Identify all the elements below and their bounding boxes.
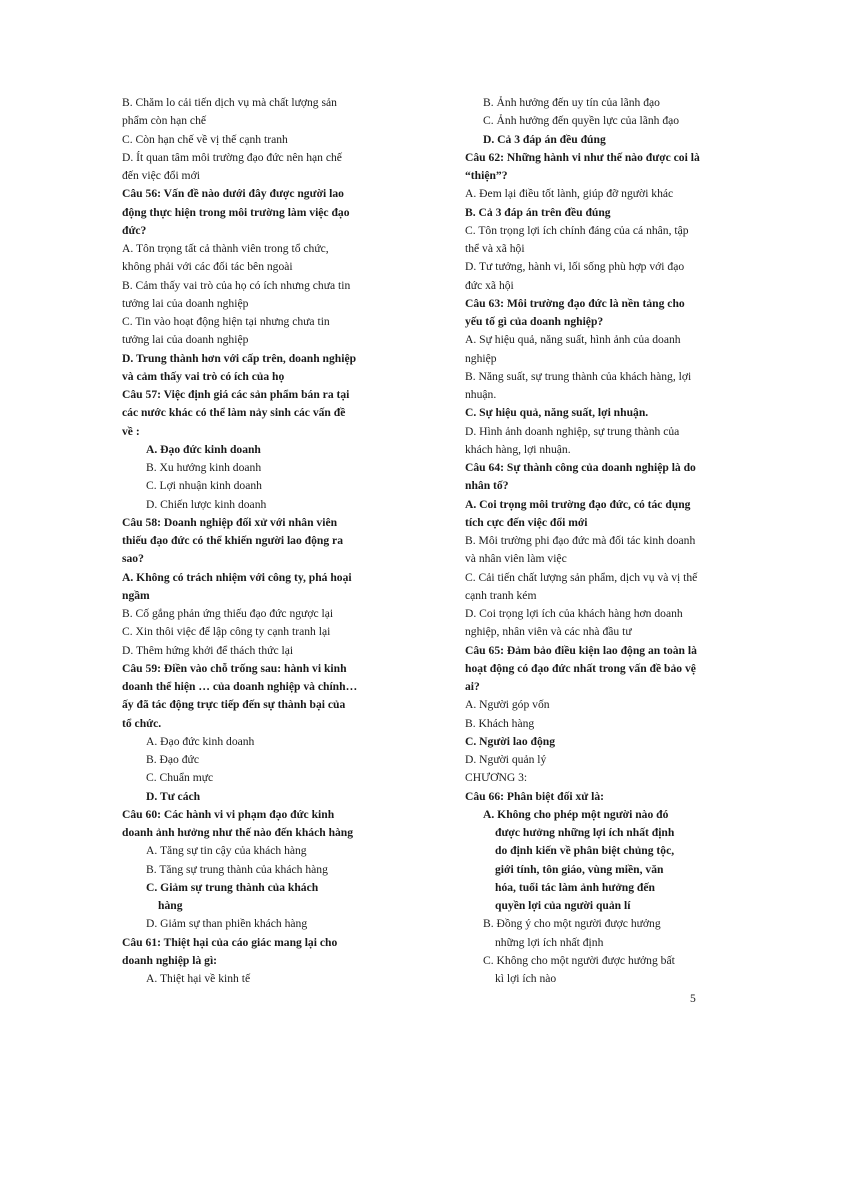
text-line: tưởng lai của doanh nghiệp [122, 333, 249, 347]
text-line: giới tính, tôn giáo, vùng miền, văn [495, 862, 664, 876]
text-line: A. Đạo đức kinh doanh [146, 734, 255, 748]
page-number: 5 [690, 992, 696, 1005]
text-line: CHƯƠNG 3: [465, 771, 528, 785]
text-line: B. Môi trường phi đạo đức mà đối tác kinh doanh [465, 534, 696, 547]
text-line: Câu 57: Việc định giá các sản phẩm bán ra tại [122, 388, 350, 401]
text-line: C. Không cho một người được hưởng bất [483, 953, 675, 967]
text-line: C. Ảnh hưởng đến quyền lực của lãnh đạo [483, 114, 680, 128]
text-line: nghiệp [465, 351, 497, 365]
text-line: C. Xin thôi việc để lập công ty cạnh tranh lại [122, 625, 331, 639]
text-line: A. Đạo đức kinh doanh [146, 442, 261, 456]
text-line: hàng [158, 899, 183, 912]
text-line: Câu 62: Những hành vi như thế nào được coi là [465, 150, 700, 164]
text-line: những lợi ích nhất định [495, 935, 604, 949]
text-line: ai? [465, 680, 480, 693]
left-column [122, 94, 384, 988]
text-line: Câu 61: Thiệt hại của cáo giác mang lại cho [122, 935, 338, 949]
text-line: động thực hiện trong môi trường làm việc đạo [122, 205, 350, 219]
text-line: B. Chăm lo cải tiến dịch vụ mà chất lượng sản [122, 96, 337, 109]
text-line: B. Đồng ý cho một người được hưởng [483, 917, 661, 931]
text-line: D. Chiến lược kinh doanh [146, 497, 267, 511]
text-line: phẩm còn hạn chế [122, 114, 207, 128]
text-line: thiếu đạo đức có thể khiến người lao động ra [122, 534, 344, 547]
text-line: C. Chuẩn mực [146, 771, 214, 785]
text-line: doanh nghiệp là gì: [122, 953, 218, 967]
text-line: C. Tôn trọng lợi ích chính đáng của cá nhân, tập [465, 223, 689, 237]
text-line: D. Người quản lý [465, 753, 547, 766]
text-line: D. Cả 3 đáp án đều đúng [483, 132, 606, 146]
text-line: do định kiến về phân biệt chủng tộc, [495, 844, 675, 858]
text-line: D. Coi trọng lợi ích của khách hàng hơn doanh [465, 607, 683, 620]
text-line: C. Sự hiệu quả, năng suất, lợi nhuận. [465, 406, 649, 420]
text-line: hóa, tuổi tác làm ảnh hưởng đến [495, 880, 655, 894]
text-line: các nước khác có thể làm nảy sinh các vấn đề [122, 406, 346, 420]
text-line: Câu 64: Sự thành công của doanh nghiệp là do [465, 461, 696, 474]
text-line: B. Tăng sự trung thành của khách hàng [146, 862, 328, 876]
text-line: Câu 66: Phân biệt đối xử là: [465, 789, 605, 803]
text-line: A. Tăng sự tin cậy của khách hàng [146, 844, 307, 858]
text-line: quyền lợi của người quản lí [495, 899, 631, 912]
text-line: tích cực đến việc đổi mới [465, 515, 588, 529]
text-line: C. Còn hạn chế về vị thế cạnh tranh [122, 132, 288, 146]
text-line: C. Người lao động [465, 734, 556, 748]
text-line: khách hàng, lợi nhuận. [465, 442, 571, 456]
text-line: A. Không cho phép một người nào đó [483, 807, 669, 821]
text-line: sao? [122, 552, 144, 566]
text-line: B. Năng suất, sự trung thành của khách hàng, lợi [465, 369, 692, 383]
text-line: A. Thiệt hại về kinh tế [146, 972, 251, 985]
text-line: B. Cả 3 đáp án trên đều đúng [465, 205, 611, 219]
text-line: A. Không có trách nhiệm với công ty, phá hoại [122, 570, 352, 584]
text-line: tổ chức. [122, 716, 162, 730]
text-line: hoạt động có đạo đức nhất trong vấn đề bảo vệ [465, 661, 696, 675]
text-line: Câu 56: Vấn đề nào dưới đây được người lao [122, 187, 344, 201]
text-line: đến việc đổi mới [122, 169, 200, 182]
text-line: ấy đã tác động trực tiếp đến sự thành bại của [122, 698, 346, 712]
text-line: Câu 65: Đảm bảo điều kiện lao động an toàn là [465, 643, 697, 657]
text-line: D. Giảm sự than phiền khách hàng [146, 917, 308, 931]
text-line: đức? [122, 223, 147, 237]
text-line: về : [122, 424, 140, 438]
text-line: và nhân viên làm việc [465, 552, 567, 566]
right-column [465, 94, 737, 988]
text-line: cạnh tranh kém [465, 588, 537, 602]
text-line: nhân tố? [465, 479, 509, 493]
text-line: doanh thể hiện … của doanh nghiệp và chính… [122, 680, 358, 693]
text-line: đức xã hội [465, 278, 514, 292]
text-line: Câu 60: Các hành vi vi phạm đạo đức kinh [122, 807, 335, 821]
text-line: A. Đem lại điều tốt lành, giúp đỡ người khác [465, 187, 674, 201]
text-line: B. Khách hàng [465, 716, 535, 730]
text-line: và cảm thấy vai trò có ích của họ [122, 369, 285, 383]
text-line: “thiện”? [465, 169, 508, 182]
text-line: kì lợi ích nào [495, 972, 557, 985]
text-line: được hưởng những lợi ích nhất định [495, 826, 675, 839]
text-line: B. Ảnh hưởng đến uy tín của lãnh đạo [483, 96, 660, 109]
text-line: không phải với các đối tác bên ngoài [122, 260, 293, 274]
text-line: thể và xã hội [465, 242, 525, 255]
text-line: C. Lợi nhuận kinh doanh [146, 479, 262, 493]
text-line: Câu 59: Điền vào chỗ trống sau: hành vi kinh [122, 661, 347, 675]
text-line: A. Tôn trọng tất cả thành viên trong tổ chức, [122, 242, 329, 255]
text-line: A. Sự hiệu quả, năng suất, hình ảnh của doanh [465, 333, 681, 347]
text-line: Câu 63: Môi trường đạo đức là nền tảng cho [465, 296, 685, 310]
text-line: D. Thêm hứng khởi để thách thức lại [122, 643, 294, 657]
text-line: B. Cảm thấy vai trò của họ có ích nhưng chưa tin [122, 278, 351, 292]
text-line: nhuận. [465, 388, 497, 401]
text-line: C. Giảm sự trung thành của khách [146, 880, 319, 894]
text-line: ngầm [122, 588, 150, 602]
text-line: D. Ít quan tâm môi trường đạo đức nên hạn chế [122, 150, 342, 164]
text-line: B. Cố gắng phản ứng thiếu đạo đức ngược lại [122, 607, 334, 620]
text-line: D. Hình ảnh doanh nghiệp, sự trung thành của [465, 424, 680, 438]
text-line: A. Người góp vốn [465, 698, 550, 712]
text-line: B. Xu hướng kinh doanh [146, 461, 262, 474]
text-line: D. Tư cách [146, 789, 201, 803]
text-line: D. Tư tưởng, hành vi, lối sống phù hợp với đạo [465, 260, 685, 274]
text-line: yếu tố gì của doanh nghiệp? [465, 315, 604, 328]
text-line: C. Tin vào hoạt động hiện tại nhưng chưa tin [122, 315, 330, 328]
text-line: Câu 58: Doanh nghiệp đối xử với nhân viên [122, 515, 338, 529]
text-line: doanh ảnh hưởng như thế nào đến khách hàng [122, 826, 354, 839]
text-line: B. Đạo đức [146, 753, 199, 766]
text-line: tưởng lai của doanh nghiệp [122, 296, 249, 310]
text-line: C. Cải tiến chất lượng sản phẩm, dịch vụ và vị thế [465, 570, 698, 584]
text-line: nghiệp, nhân viên và các nhà đầu tư [465, 625, 632, 639]
text-line: D. Trung thành hơn với cấp trên, doanh nghiệp [122, 351, 357, 365]
text-line: A. Coi trọng môi trường đạo đức, có tác dụng [465, 497, 691, 511]
